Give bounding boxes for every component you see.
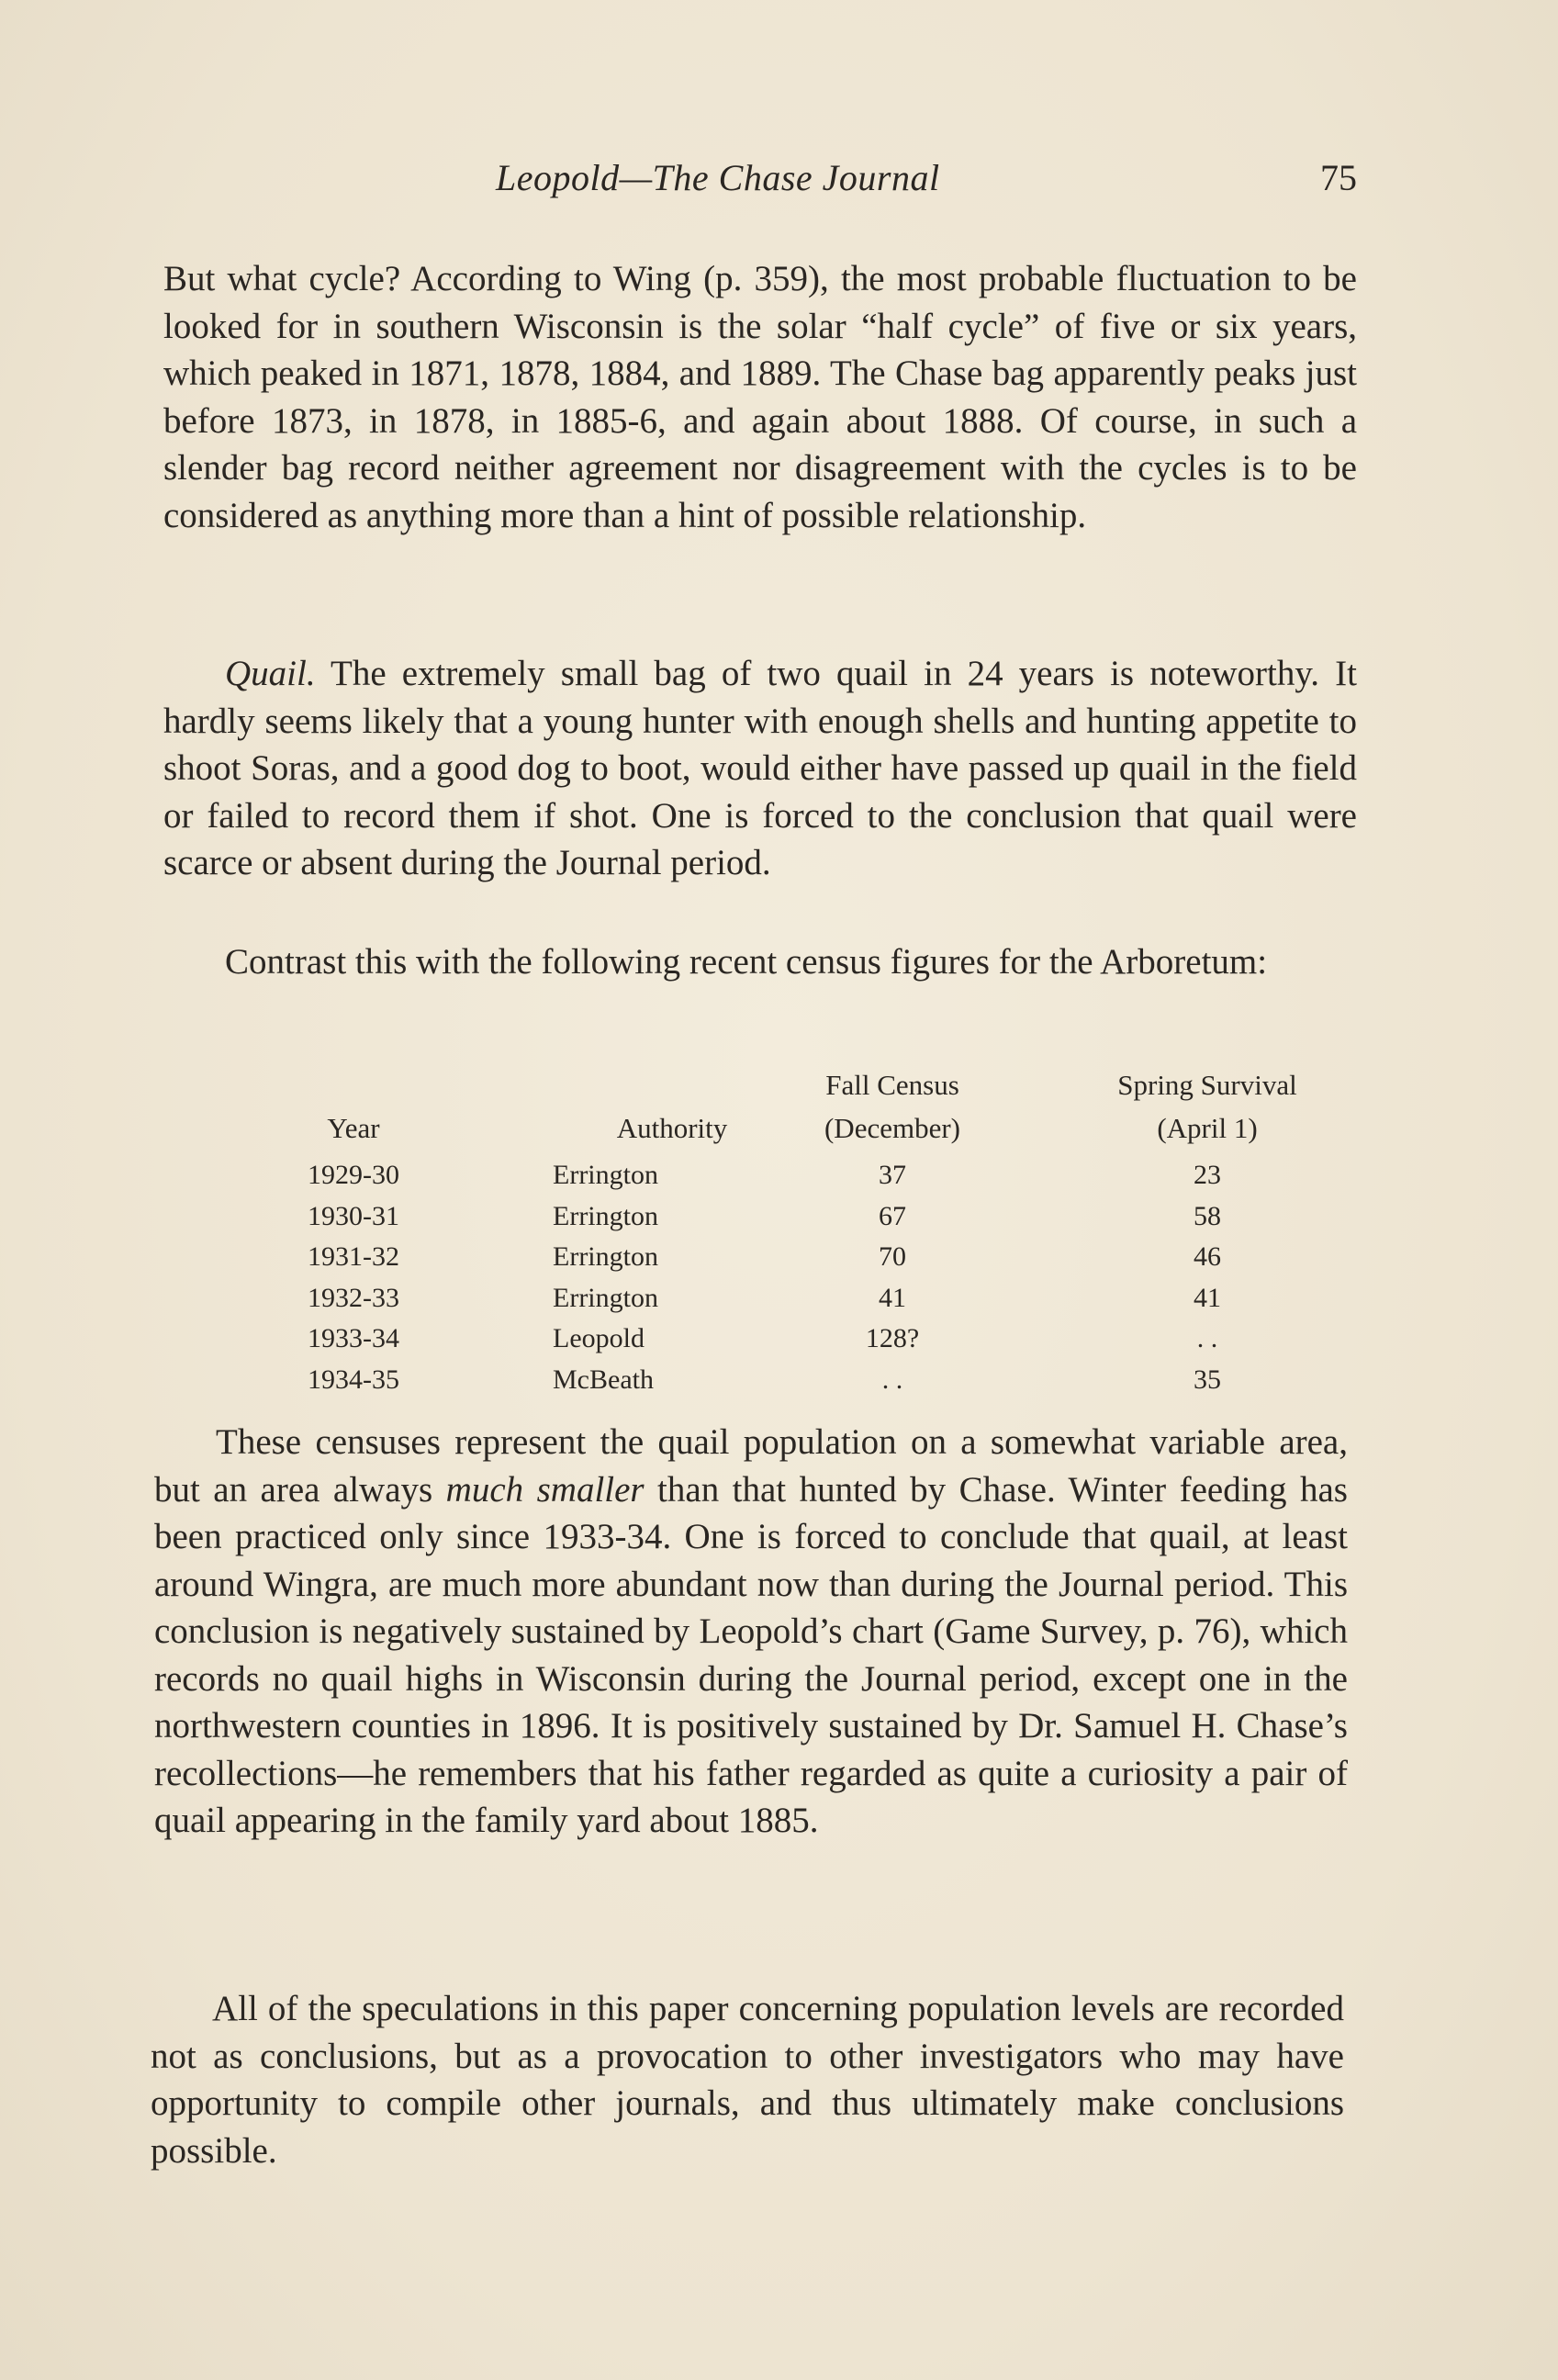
census-table — [294, 1063, 1368, 1400]
section-lead-quail: Quail. — [225, 654, 316, 693]
paragraph-text — [154, 1419, 1348, 1845]
census-table-header — [294, 1063, 1368, 1155]
cell-year: 1932-33 — [308, 1282, 399, 1313]
paragraph-cycle — [163, 255, 1357, 539]
cell-spring: 58 — [1194, 1200, 1221, 1231]
table-row — [294, 1319, 1368, 1360]
cell-spring: 23 — [1194, 1160, 1221, 1190]
running-head — [163, 156, 1357, 211]
table-row — [294, 1237, 1368, 1278]
cell-year: 1933-34 — [308, 1323, 399, 1353]
page-number: 75 — [1320, 157, 1357, 198]
header-authority: Authority — [616, 1112, 728, 1144]
table-row — [294, 1278, 1368, 1319]
cell-authority: Errington — [553, 1241, 658, 1272]
cell-authority: Leopold — [553, 1323, 644, 1353]
emphasis-much-smaller: much smaller — [445, 1469, 644, 1510]
header-fall-line1: Fall Census — [825, 1069, 959, 1101]
cell-spring: 41 — [1194, 1282, 1221, 1313]
cell-year: 1931-32 — [308, 1241, 399, 1272]
cell-spring: . . — [1196, 1323, 1218, 1353]
paragraph-body: than that hunted by Chase. Winter feeding has been practiced only since 1933-34. One is forced to conclude that quail, at least around Wingra, are much more abundant now than during the Journal period. This conclusion is negatively sustained by Leopold’s chart (Game Survey, p. 76), which records no quail highs in Wisconsin during the Journal period, except one in the northwestern counties in 1896. It is positively sustained by Dr. Samuel H. Chase’s recollections—he remembers that his father regarded as quite a curiosity a pair of quail appearing in the family yard about 1885. — [154, 1469, 1348, 1840]
paragraph-speculations — [151, 1985, 1344, 2174]
cell-year: 1930-31 — [308, 1200, 399, 1231]
cell-fall: 67 — [879, 1200, 906, 1231]
paragraph-text: But what cycle? According to Wing (p. 359), the most probable fluctuation to be looked for in southern Wisconsin is the solar “half cycle” of five or six years, which peaked in 1871, 1878, 1884, and 1889. The Chase bag apparently peaks just before 1873, in 1878, in 1885-6, and again about 1888. Of course, in such a slender bag record neither agreement nor disagreement with the cycles is to be considered as anything more than a hint of possible relationship. — [163, 259, 1357, 535]
header-fall-line2: (December) — [824, 1112, 960, 1144]
cell-fall: 37 — [879, 1160, 906, 1190]
paragraph-text — [163, 650, 1357, 887]
header-spring-line1: Spring Survival — [1117, 1069, 1297, 1101]
table-row — [294, 1155, 1368, 1196]
header-year: Year — [327, 1112, 380, 1144]
cell-authority: McBeath — [553, 1364, 654, 1395]
cell-year: 1934-35 — [308, 1364, 399, 1395]
paragraph-body: These censuses represent the quail population on a somewhat variable area, but an area always — [154, 1422, 1348, 1510]
table-row — [294, 1360, 1368, 1401]
cell-authority: Errington — [553, 1282, 658, 1313]
table-row — [294, 1196, 1368, 1238]
paragraph-contrast — [163, 938, 1357, 986]
cell-fall: 128? — [865, 1323, 920, 1353]
paragraph-text: All of the speculations in this paper concerning population levels are recorded not as conclusions, but as a provocation to other investigators who may have opportunity to compile other journals, and thus ultimately make conclusions possible. — [151, 1989, 1344, 2171]
cell-spring: 35 — [1194, 1364, 1221, 1395]
paragraph-censuses — [154, 1419, 1348, 1845]
cell-fall: 41 — [879, 1282, 906, 1313]
paragraph-body: The extremely small bag of two quail in 24 years is noteworthy. It hardly seems likely that a young hunter with enough shells and hunting appetite to shoot Soras, and a good dog to boot, would either have passed up quail in the field or failed to record them if shot. One is forced to the conclusion that quail were scarce or absent during the Journal period. — [163, 654, 1357, 882]
cell-authority: Errington — [553, 1200, 658, 1231]
paragraph-quail — [163, 650, 1357, 887]
cell-authority: Errington — [553, 1160, 658, 1190]
running-title: Leopold—The Chase Journal — [496, 157, 940, 198]
cell-year: 1929-30 — [308, 1160, 399, 1190]
cell-fall: . . — [881, 1364, 903, 1395]
cell-spring: 46 — [1194, 1241, 1221, 1272]
paragraph-text: Contrast this with the following recent census figures for the Arboretum: — [225, 942, 1268, 982]
header-spring-line2: (April 1) — [1157, 1112, 1258, 1144]
cell-fall: 70 — [879, 1241, 906, 1272]
